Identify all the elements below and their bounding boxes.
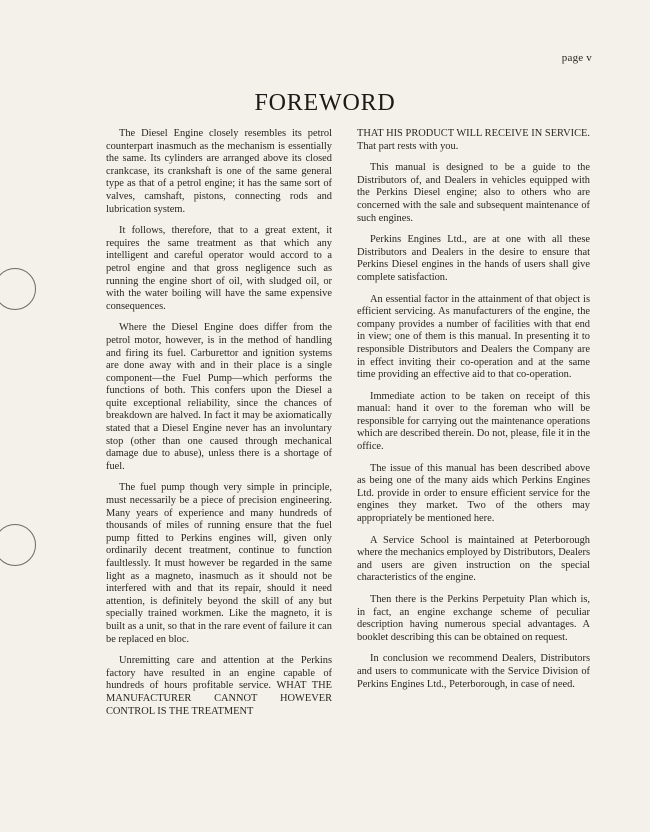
paragraph: It follows, therefore, that to a great extent, it requires the same treatment as that which any intelligent and careful operator would accord to a petrol engine and that gross negligence such as running the engine short of oil, with sludged oil, or with the water boiling will have the same expensive consequences. [106,225,332,312]
paragraph: Then there is the Perkins Perpetuity Plan which is, in fact, an engine exchange scheme of peculiar description having numerous special advantages. A booklet describing this can be obtained on request. [357,594,590,643]
right-column [357,128,590,700]
binder-hole [0,524,36,566]
paragraph: Immediate action to be taken on receipt of this manual: hand it over to the foreman who will be responsible for carrying out the maintenance operations which are described therein. Do not, please, file it in the office. [357,390,590,453]
paragraph: A Service School is maintained at Peterborough where the mechanics employed by Distributors, Dealers and users are given instruction on the special characteristics of the engine. [357,534,590,584]
paragraph: Unremitting care and attention at the Perkins factory have resulted in an engine capable of hundreds of hours profitable service. WHAT THE MANUFACTURER CANNOT HOWEVER CONTROL IS THE TREATMENT [106,655,332,717]
paragraph: This manual is designed to be a guide to the Distributors of, and Dealers in vehicles equipped with the Perkins Diesel engine; also to others who are concerned with the sale and subsequent maintenance of such engines. [357,162,590,224]
left-column [106,128,332,727]
paragraph: THAT HIS PRODUCT WILL RECEIVE IN SERVICE. That part rests with you. [357,128,590,152]
page-number: page v [561,52,592,64]
paragraph: An essential factor in the attainment of that object is efficient servicing. As manufacturers of the engine, the company provides a number of facilities with that end in view; one of them is this manual. In presenting it to responsible Distributors and Dealers the Company are in effect inviting their co-operation and at the same time providing an effective aid to that co-operation. [357,293,590,381]
paragraph: Perkins Engines Ltd., are at one with all these Distributors and Dealers in the desire to ensure that Perkins Diesel engines in the hands of users shall give complete satisfaction. [357,234,590,283]
paragraph: The Diesel Engine closely resembles its petrol counterpart inasmuch as the mechanism is essentially the same. Its cylinders are arranged above its closed crankcase, its crankshaft is one of the same general type as that of a petrol engine; it has the same sort of valves, camshaft, pistons, connecting rods and lubrication system. [106,128,332,215]
page-title: FOREWORD [254,90,396,116]
paragraph: The issue of this manual has been described above as being one of the many aids which Perkins Engines Ltd. provide in order to ensure efficient service for the engines they market. Two of the others may appropriately be mentioned here. [357,462,590,525]
paragraph: The fuel pump though very simple in principle, must necessarily be a piece of precision engineering. Many years of experience and many hundreds of thousands of miles of running ensure that the fuel pump fitted to Perkins engines will, given only ordinarily decent treatment, continue to function faultlessly. It must however be regarded in the same light as a magneto, inasmuch as it should not be interfered with and that its repair, should it need attention, is definitely beyond the skill of any but specially trained workmen. Like the magneto, it is built as a unit, so that in the rare event of failure it can be replaced en bloc. [106,482,332,645]
paragraph: Where the Diesel Engine does differ from the petrol motor, however, is in the method of handling and firing its fuel. Carburettor and ignition systems are done away with and in their place is a single component—the Fuel Pump—which performs the functions of both. This confers upon the Diesel a quite exceptional reliability, since the chances of breakdown are halved. In fact it may be axiomatically stated that a Diesel Engine never has an involuntary stop (other than one caused through mechanical damage due to abuse), unless there is a shortage of fuel. [106,322,332,472]
binder-hole [0,268,36,310]
paragraph: In conclusion we recommend Dealers, Distributors and users to communicate with the Service Division of Perkins Engines Ltd., Peterborough, in case of need. [357,653,590,690]
